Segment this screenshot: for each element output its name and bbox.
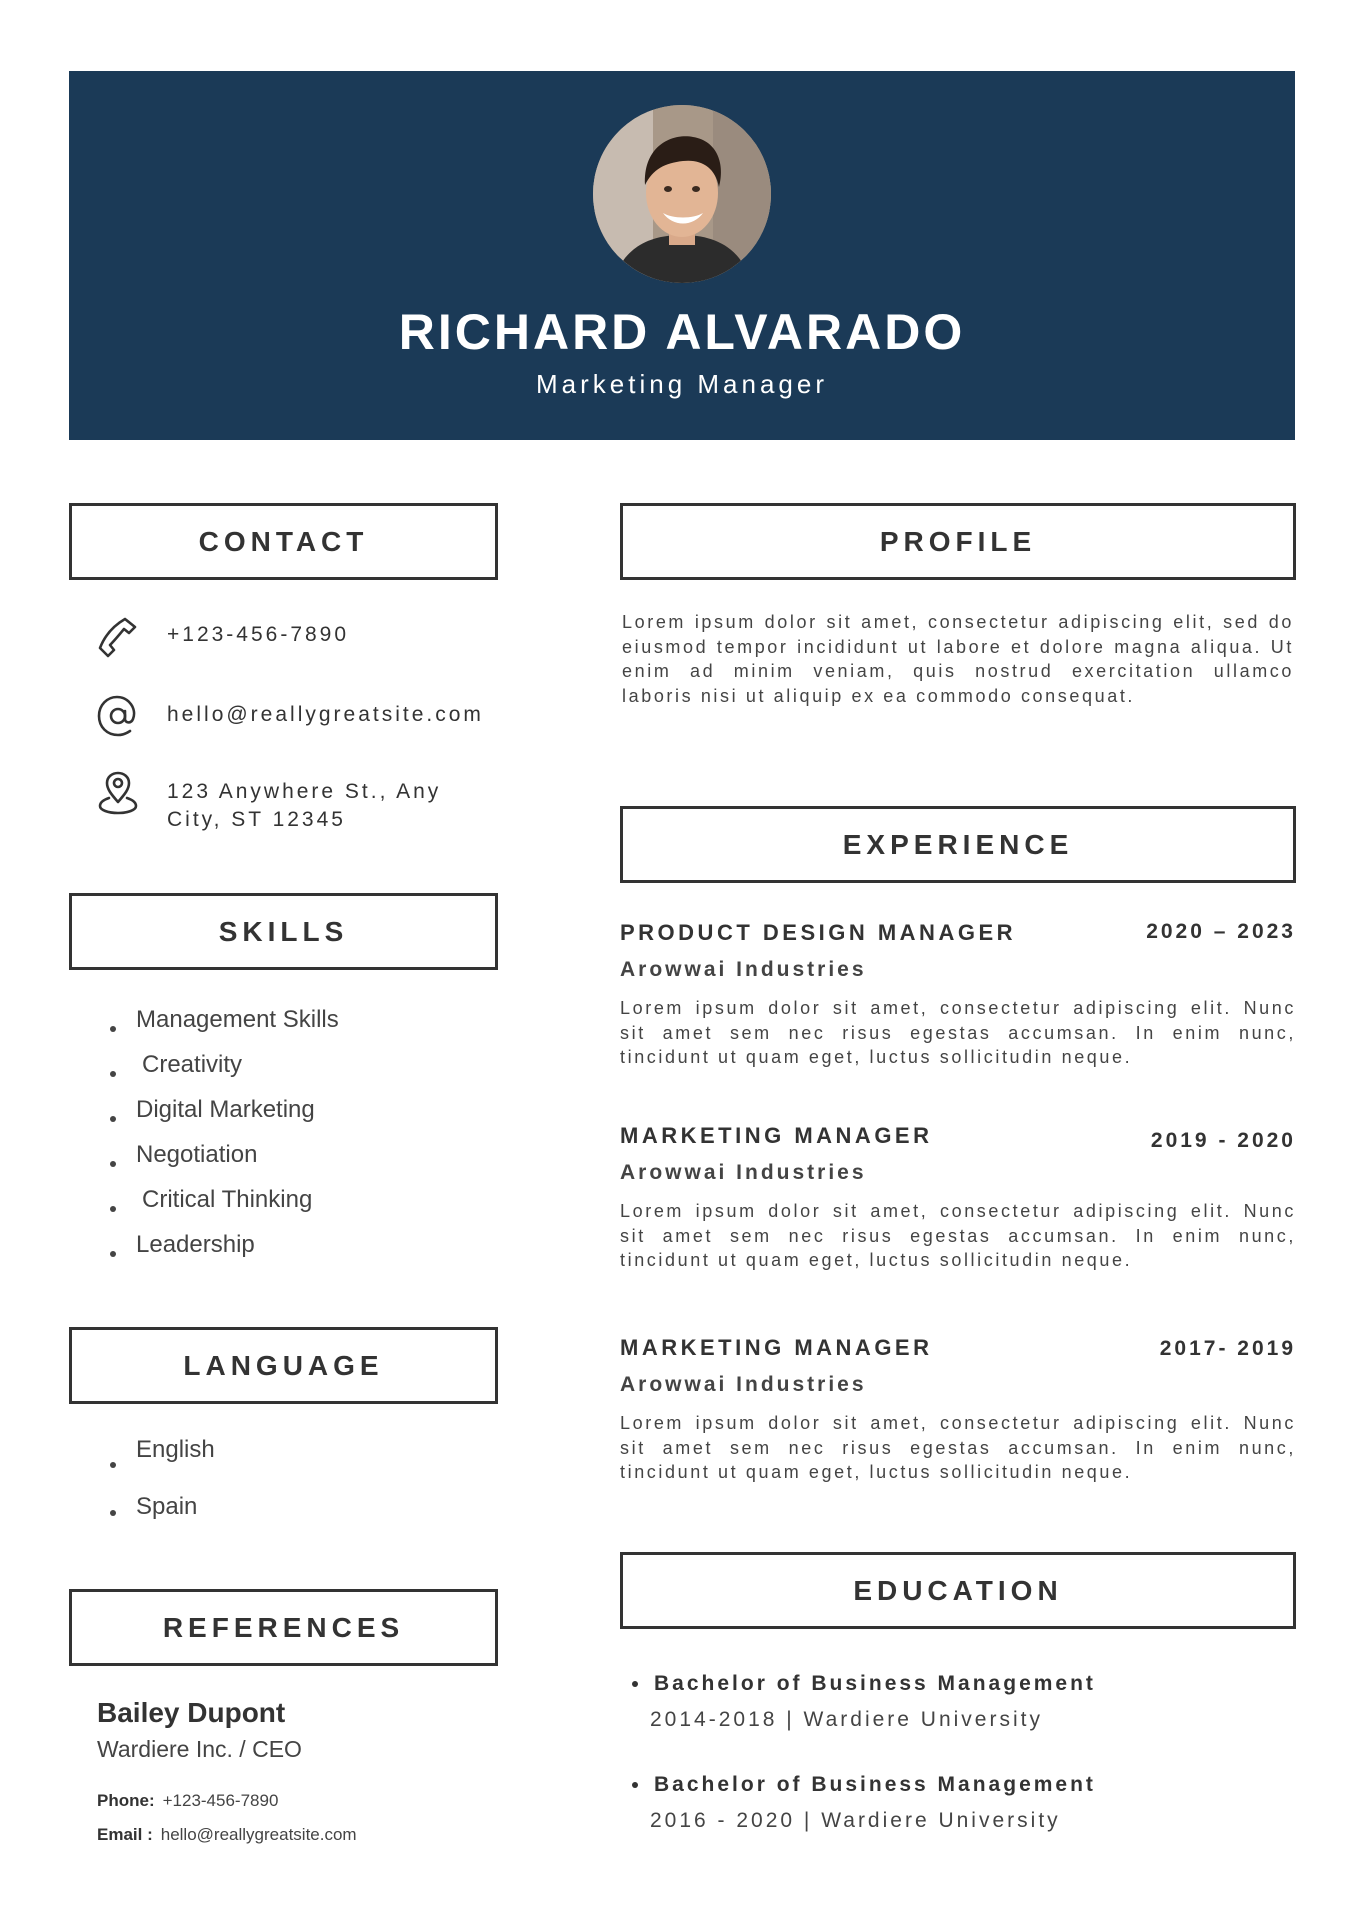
contact-heading: CONTACT [69, 503, 498, 580]
at-icon [95, 693, 141, 739]
job-description: Lorem ipsum dolor sit amet, consectetur adipiscing elit. Nunc sit amet sem nec risus egestas accumsan. In enim nunc, tincidunt ut quam eget, luctus sollicitudin neque. [620, 1413, 1296, 1482]
education-degree: Bachelor of Business Management [630, 1773, 1290, 1797]
job-years: 2019 - 2020 [1150, 1129, 1296, 1152]
skill-item: Critical Thinking [108, 1186, 339, 1231]
reference-company: Wardiere Inc. / CEO [97, 1736, 302, 1762]
contact-address-line1: 123 Anywhere St., Any [167, 780, 442, 803]
education-degree: Bachelor of Business Management [630, 1672, 1290, 1696]
portrait-image [593, 105, 771, 283]
skill-item: Creativity [108, 1051, 339, 1096]
job-years: 2020 – 2023 [1146, 920, 1296, 943]
skill-item: Digital Marketing [108, 1096, 339, 1141]
contact-address-line2: City, ST 12345 [167, 808, 346, 831]
experience-heading: EXPERIENCE [620, 806, 1296, 883]
education-item [630, 1672, 1290, 1732]
language-item: English [108, 1436, 215, 1493]
experience-item [620, 920, 1296, 1070]
skill-item: Negotiation [108, 1141, 339, 1186]
contact-phone-row [95, 615, 349, 661]
reference-phone-line [97, 1791, 278, 1811]
education-details: 2014-2018 | Wardiere University [650, 1708, 1043, 1731]
contact-email: hello@reallygreatsite.com [167, 703, 484, 726]
candidate-name: RICHARD ALVARADO [398, 304, 966, 360]
skills-heading: SKILLS [69, 893, 498, 970]
education-item [630, 1773, 1290, 1833]
contact-address-row [95, 770, 441, 834]
experience-item [620, 1335, 1296, 1485]
job-role: MARKETING MANAGER [620, 1335, 933, 1360]
job-role: MARKETING MANAGER [620, 1123, 933, 1148]
phone-icon [95, 615, 141, 661]
job-years: 2017- 2019 [1159, 1337, 1296, 1360]
language-item: Spain [108, 1493, 215, 1533]
skill-item: Management Skills [108, 1006, 339, 1051]
education-details: 2016 - 2020 | Wardiere University [650, 1809, 1061, 1832]
job-description: Lorem ipsum dolor sit amet, consectetur adipiscing elit. Nunc sit amet sem nec risus egestas accumsan. In enim nunc, tincidunt ut quam eget, luctus sollicitudin neque. [620, 1201, 1296, 1270]
job-description: Lorem ipsum dolor sit amet, consectetur adipiscing elit. Nunc sit amet sem nec risus egestas accumsan. In enim nunc, tincidunt ut quam eget, luctus sollicitudin neque. [620, 998, 1296, 1067]
profile-text: Lorem ipsum dolor sit amet, consectetur adipiscing elit, sed do eiusmod tempor incididunt ut labore et dolore magna aliqua. Ut enim ad minim veniam, quis nostrud exercitation ullamco laboris nisi ut aliquip ex ea commodo consequat. [622, 612, 1294, 706]
reference-email-label: Email : [97, 1825, 153, 1844]
language-list [108, 1436, 215, 1533]
candidate-title: Marketing Manager [536, 369, 828, 399]
resume-header [69, 71, 1295, 440]
reference-phone-label: Phone: [97, 1791, 155, 1810]
experience-item [620, 1123, 1296, 1273]
skill-item: Leadership [108, 1231, 339, 1276]
reference-email: hello@reallygreatsite.com [160, 1825, 357, 1844]
location-pin-icon [95, 770, 141, 816]
reference-phone: +123-456-7890 [162, 1791, 279, 1810]
job-company: Arowwai Industries [620, 958, 867, 981]
education-heading: EDUCATION [620, 1552, 1296, 1629]
reference-email-line [97, 1825, 357, 1845]
reference-name: Bailey Dupont [97, 1697, 286, 1728]
skills-list [108, 1006, 339, 1276]
references-heading: REFERENCES [69, 1589, 498, 1666]
language-heading: LANGUAGE [69, 1327, 498, 1404]
contact-email-row [95, 693, 484, 739]
job-company: Arowwai Industries [620, 1373, 867, 1396]
job-company: Arowwai Industries [620, 1161, 867, 1184]
contact-phone: +123-456-7890 [167, 623, 350, 646]
profile-heading: PROFILE [620, 503, 1296, 580]
profile-photo [593, 105, 771, 283]
job-role: PRODUCT DESIGN MANAGER [620, 920, 1017, 945]
